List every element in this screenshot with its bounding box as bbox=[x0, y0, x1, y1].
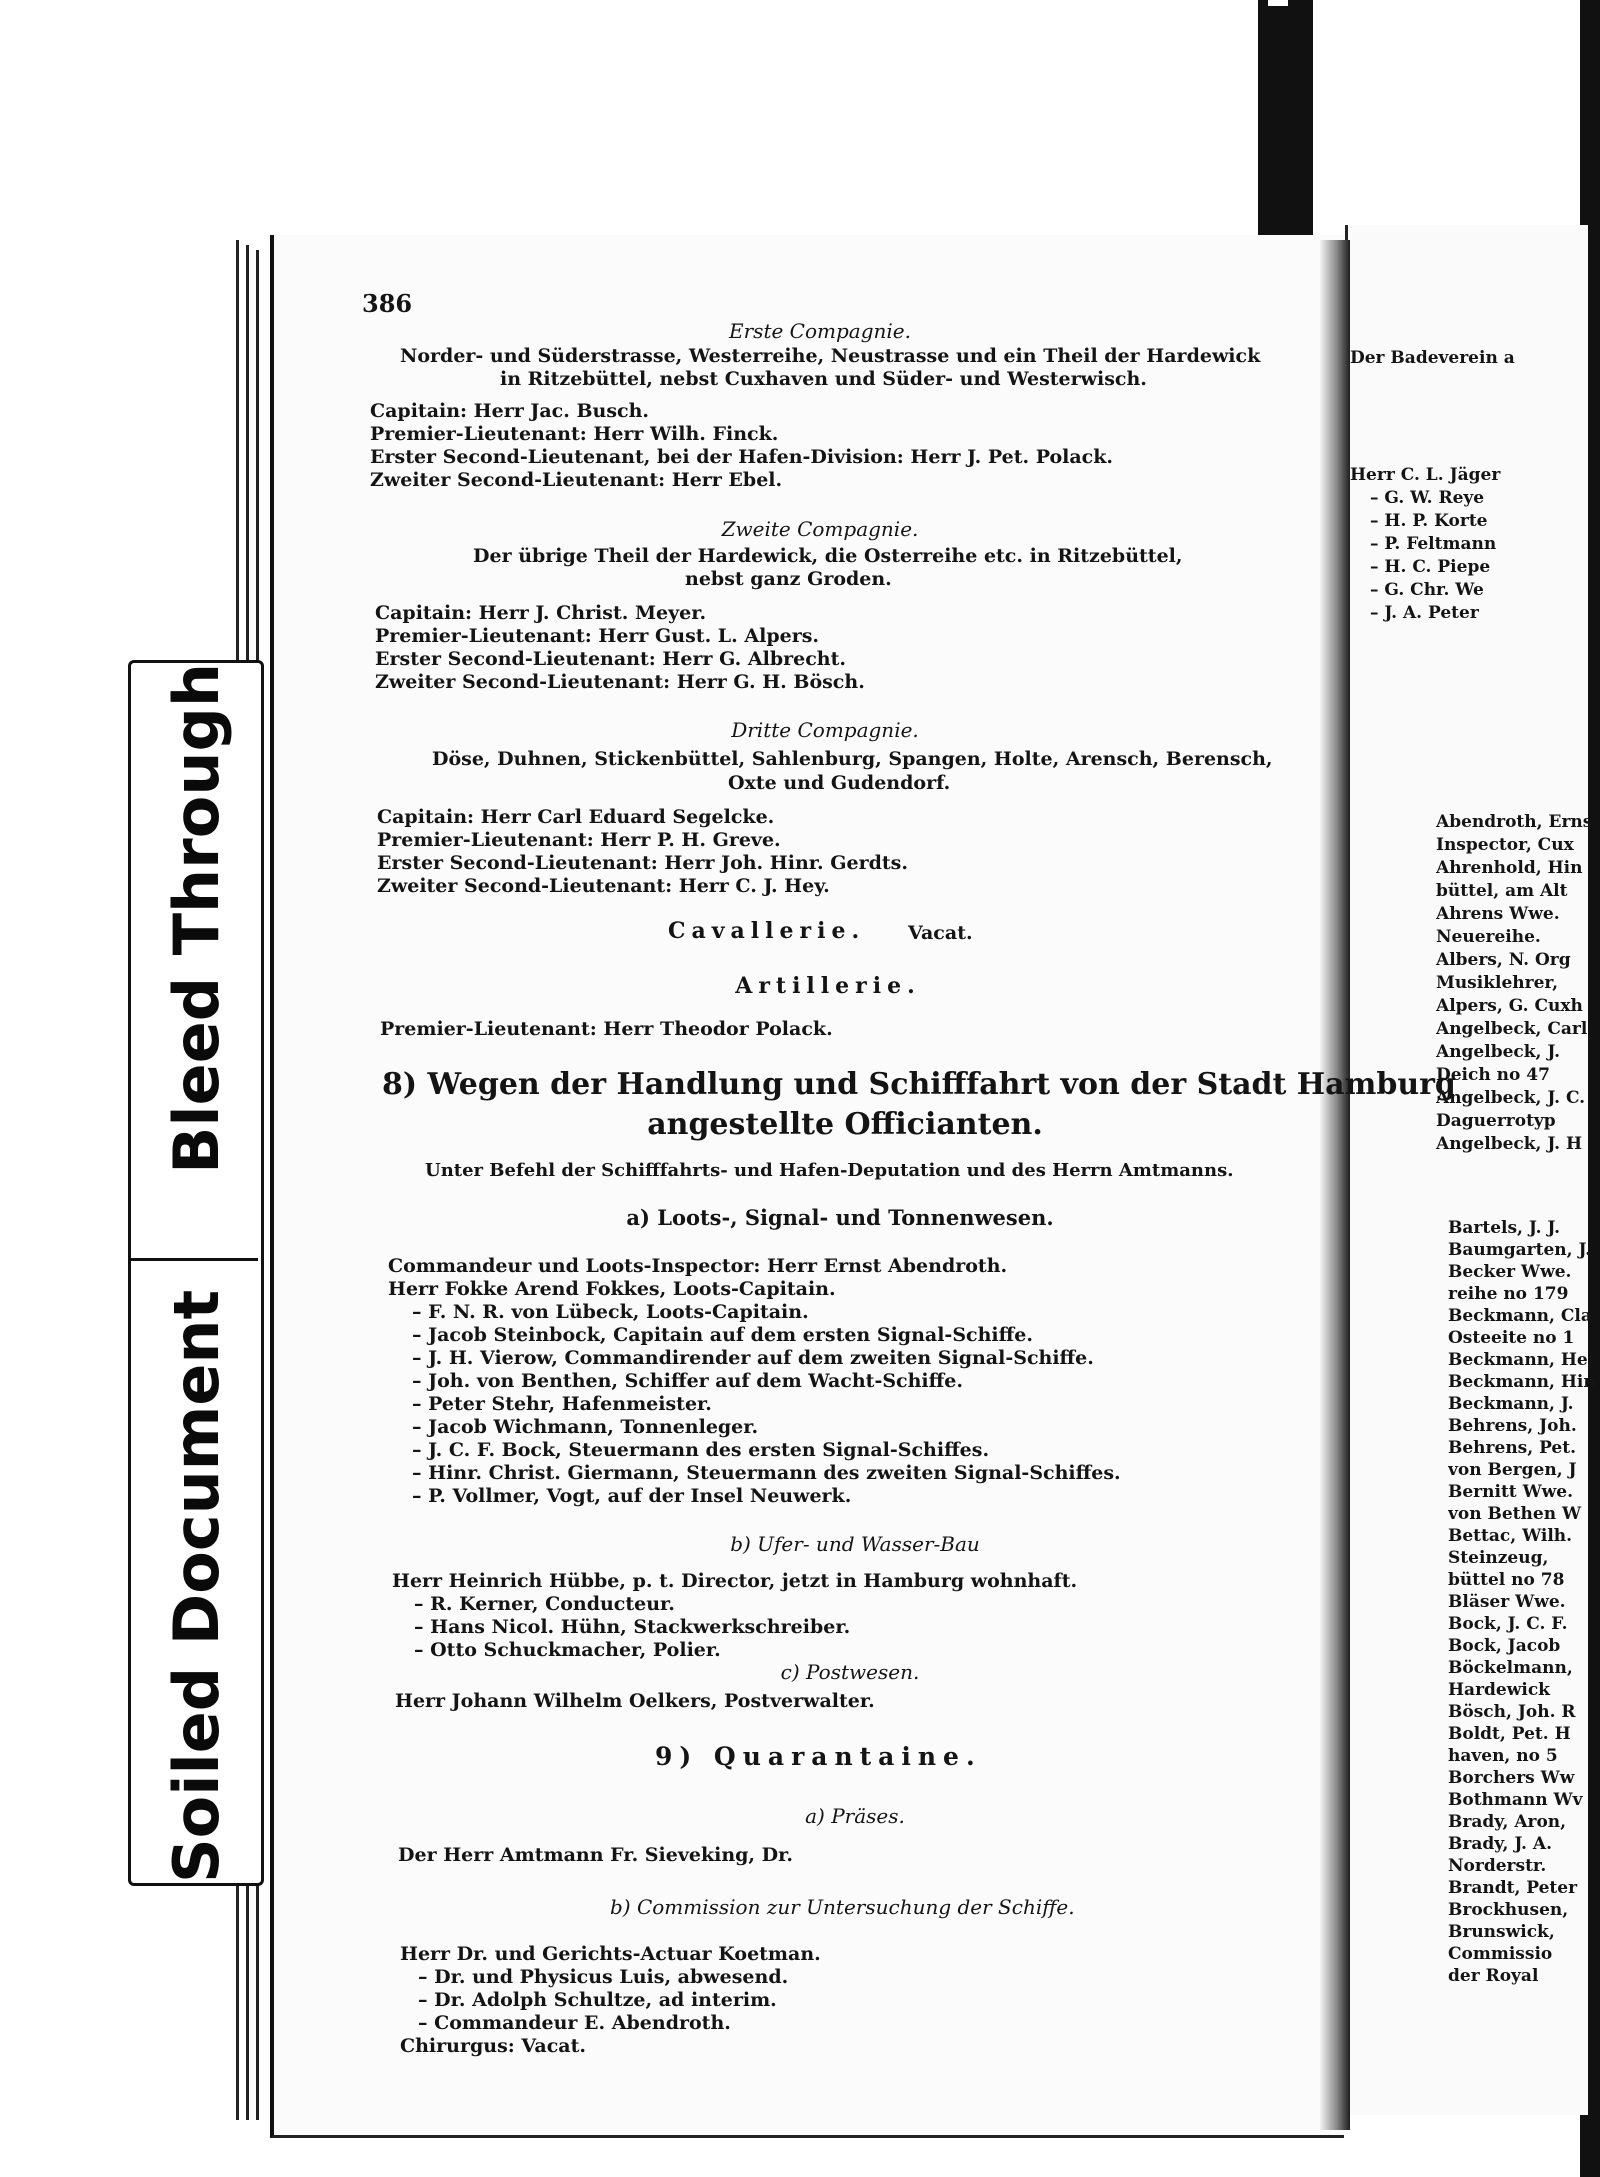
book-spine bbox=[1320, 240, 1350, 2130]
right-line: Deich no 47 bbox=[1436, 1065, 1550, 1085]
text-line: – Joh. von Benthen, Schiffer auf dem Wacht-Schiffe. bbox=[412, 1370, 963, 1392]
right-line: Hardewick bbox=[1448, 1680, 1550, 1700]
right-line: Böckelmann, bbox=[1448, 1658, 1573, 1678]
scan-binder-clip bbox=[1258, 0, 1313, 270]
text-line: Zweiter Second-Lieutenant: Herr Ebel. bbox=[370, 469, 783, 491]
quality-banner bbox=[128, 660, 264, 1886]
right-line: Baumgarten, J. bbox=[1448, 1240, 1592, 1260]
text-line: Premier-Lieutenant: Herr Theodor Polack. bbox=[380, 1018, 833, 1040]
right-line: büttel, am Alt bbox=[1436, 881, 1568, 901]
right-line: reihe no 179 bbox=[1448, 1284, 1569, 1304]
section-heading: Dritte Compagnie. bbox=[731, 718, 919, 742]
text-line: Zweiter Second-Lieutenant: Herr C. J. Hey. bbox=[377, 875, 830, 897]
text-line: – Hinr. Christ. Giermann, Steuermann des zweiten Signal-Schiffes. bbox=[412, 1462, 1121, 1484]
right-page-header: Der Badeverein a bbox=[1350, 348, 1515, 368]
text-line: – Dr. und Physicus Luis, abwesend. bbox=[418, 1966, 789, 1988]
right-line: Borchers Ww bbox=[1448, 1768, 1575, 1788]
text-line: – Dr. Adolph Schultze, ad interim. bbox=[418, 1989, 777, 2011]
text-line: Premier-Lieutenant: Herr Wilh. Finck. bbox=[370, 423, 779, 445]
text-line: Commandeur und Loots-Inspector: Herr Ernst Abendroth. bbox=[388, 1255, 1008, 1277]
scan-clip-highlight bbox=[1268, 0, 1288, 6]
text-line: Herr Fokke Arend Fokkes, Loots-Capitain. bbox=[388, 1278, 836, 1300]
right-line: Beckmann, J. bbox=[1448, 1394, 1574, 1414]
section-heading: Zweite Compagnie. bbox=[721, 517, 919, 541]
right-line: Ahrens Wwe. bbox=[1436, 904, 1560, 924]
text-line: Oxte und Gudendorf. bbox=[728, 772, 951, 794]
right-line: haven, no 5 bbox=[1448, 1746, 1558, 1766]
artillerie-heading: Artillerie. bbox=[735, 973, 921, 999]
right-line: Beckmann, Cla bbox=[1448, 1306, 1592, 1326]
right-line: Ahrenhold, Hin bbox=[1436, 858, 1583, 878]
right-line: Alpers, G. Cuxh bbox=[1436, 996, 1583, 1016]
right-line: Bock, Jacob bbox=[1448, 1636, 1561, 1656]
text-line: Erster Second-Lieutenant, bei der Hafen-Division: Herr J. Pet. Polack. bbox=[370, 446, 1114, 468]
right-line: – H. C. Piepe bbox=[1370, 557, 1491, 577]
right-line: Commissio bbox=[1448, 1944, 1553, 1964]
text-line: Capitain: Herr J. Christ. Meyer. bbox=[375, 602, 707, 624]
right-line: – J. A. Peter bbox=[1370, 603, 1479, 623]
soiled-document-label: Soiled Document bbox=[159, 1289, 233, 1883]
text-line: – Otto Schuckmacher, Polier. bbox=[414, 1639, 721, 1661]
right-line: Bernitt Wwe. bbox=[1448, 1482, 1574, 1502]
section-title: 8) Wegen der Handlung und Schifffahrt von der Stadt Hamburg bbox=[382, 1067, 1456, 1102]
right-line: Angelbeck, Carl bbox=[1436, 1019, 1588, 1039]
right-line: Abendroth, Erns bbox=[1436, 812, 1593, 832]
right-line: – G. W. Reye bbox=[1370, 488, 1485, 508]
right-line: von Bethen W bbox=[1448, 1504, 1582, 1524]
text-line: – Hans Nicol. Hühn, Stackwerkschreiber. bbox=[414, 1616, 851, 1638]
section-title: angestellte Officianten. bbox=[647, 1107, 1043, 1142]
text-line: Herr Johann Wilhelm Oelkers, Postverwalter. bbox=[395, 1690, 875, 1712]
right-line: Osteeite no 1 bbox=[1448, 1328, 1575, 1348]
text-line: Premier-Lieutenant: Herr Gust. L. Alpers. bbox=[375, 625, 820, 647]
text-line: – F. N. R. von Lübeck, Loots-Capitain. bbox=[412, 1301, 809, 1323]
right-line: Albers, N. Org bbox=[1436, 950, 1571, 970]
text-line: Zweiter Second-Lieutenant: Herr G. H. Bösch. bbox=[375, 671, 865, 693]
text-line: – R. Kerner, Conducteur. bbox=[414, 1593, 675, 1615]
right-line: Musiklehrer, bbox=[1436, 973, 1559, 993]
text-line: – Commandeur E. Abendroth. bbox=[418, 2012, 731, 2034]
right-line: Herr C. L. Jäger bbox=[1350, 465, 1501, 485]
section-heading: Erste Compagnie. bbox=[729, 319, 911, 343]
right-line: Brady, Aron, bbox=[1448, 1812, 1567, 1832]
right-line: Beckmann, Hin bbox=[1448, 1372, 1596, 1392]
text-line: Norder- und Süderstrasse, Westerreihe, Neustrasse und ein Theil der Hardewick bbox=[400, 345, 1261, 367]
text-line: Capitain: Herr Jac. Busch. bbox=[370, 400, 650, 422]
right-line: Norderstr. bbox=[1448, 1856, 1547, 1876]
subsection-heading: b) Commission zur Untersuchung der Schiffe. bbox=[610, 1895, 1075, 1919]
quarantaine-title: 9) Quarantaine. bbox=[655, 1742, 982, 1771]
subsection-heading: a) Loots-, Signal- und Tonnenwesen. bbox=[626, 1205, 1054, 1230]
right-line: Angelbeck, J. H bbox=[1436, 1134, 1583, 1154]
right-line: Bothmann Wv bbox=[1448, 1790, 1583, 1810]
right-line: Bettac, Wilh. bbox=[1448, 1526, 1573, 1546]
right-line: Angelbeck, J. bbox=[1436, 1042, 1561, 1062]
right-line: Steinzeug, bbox=[1448, 1548, 1549, 1568]
text-line: Chirurgus: Vacat. bbox=[400, 2035, 586, 2057]
right-line: Inspector, Cux bbox=[1436, 835, 1574, 855]
right-line: Daguerrotyp bbox=[1436, 1111, 1556, 1131]
page-number: 386 bbox=[362, 289, 413, 318]
text-line: Der Herr Amtmann Fr. Sieveking, Dr. bbox=[398, 1844, 794, 1866]
right-line: Behrens, Joh. bbox=[1448, 1416, 1577, 1436]
text-line: in Ritzebüttel, nebst Cuxhaven und Süder- und Westerwisch. bbox=[500, 368, 1147, 390]
text-line: – P. Vollmer, Vogt, auf der Insel Neuwerk. bbox=[412, 1485, 852, 1507]
text-line: Erster Second-Lieutenant: Herr G. Albrecht. bbox=[375, 648, 846, 670]
right-line: Bock, J. C. F. bbox=[1448, 1614, 1568, 1634]
text-line: – Jacob Wichmann, Tonnenleger. bbox=[412, 1416, 759, 1438]
text-line: Premier-Lieutenant: Herr P. H. Greve. bbox=[377, 829, 781, 851]
text-line: – J. H. Vierow, Commandirender auf dem zweiten Signal-Schiffe. bbox=[412, 1347, 1094, 1369]
right-line: Behrens, Pet. bbox=[1448, 1438, 1576, 1458]
subsection-heading: b) Ufer- und Wasser-Bau bbox=[730, 1532, 980, 1556]
text-line: Der übrige Theil der Hardewick, die Osterreihe etc. in Ritzebüttel, bbox=[473, 545, 1183, 567]
right-line: Bläser Wwe. bbox=[1448, 1592, 1566, 1612]
right-line: Boldt, Pet. H bbox=[1448, 1724, 1571, 1744]
section-subtitle: Unter Befehl der Schifffahrts- und Hafen-Deputation und des Herrn Amtmanns. bbox=[425, 1160, 1234, 1181]
subsection-heading: c) Postwesen. bbox=[780, 1660, 920, 1684]
right-line: büttel no 78 bbox=[1448, 1570, 1565, 1590]
subsection-heading: a) Präses. bbox=[805, 1804, 905, 1828]
right-line: Brunswick, bbox=[1448, 1922, 1555, 1942]
bleed-through-label: Bleed Through bbox=[159, 663, 233, 1174]
text-line: Herr Heinrich Hübbe, p. t. Director, jetzt in Hamburg wohnhaft. bbox=[392, 1570, 1078, 1592]
right-line: der Royal bbox=[1448, 1966, 1539, 1986]
right-line: – P. Feltmann bbox=[1370, 534, 1497, 554]
right-line: Neuereihe. bbox=[1436, 927, 1541, 947]
cavallerie-vacat: Vacat. bbox=[908, 922, 973, 944]
right-line: Beckmann, Hei bbox=[1448, 1350, 1595, 1370]
right-line: – G. Chr. We bbox=[1370, 580, 1484, 600]
right-line: Brady, J. A. bbox=[1448, 1834, 1552, 1854]
right-line: Becker Wwe. bbox=[1448, 1262, 1572, 1282]
banner-text bbox=[131, 663, 261, 1883]
right-line: Bösch, Joh. R bbox=[1448, 1702, 1576, 1722]
text-line: – Jacob Steinbock, Capitain auf dem ersten Signal-Schiffe. bbox=[412, 1324, 1033, 1346]
right-line: Angelbeck, J. C. bbox=[1436, 1088, 1586, 1108]
text-line: Capitain: Herr Carl Eduard Segelcke. bbox=[377, 806, 775, 828]
text-line: Herr Dr. und Gerichts-Actuar Koetman. bbox=[400, 1943, 821, 1965]
right-line: Brockhusen, bbox=[1448, 1900, 1569, 1920]
text-line: – J. C. F. Bock, Steuermann des ersten Signal-Schiffes. bbox=[412, 1439, 990, 1461]
right-line: Brandt, Peter bbox=[1448, 1878, 1578, 1898]
text-line: Erster Second-Lieutenant: Herr Joh. Hinr. Gerdts. bbox=[377, 852, 908, 874]
text-line: nebst ganz Groden. bbox=[685, 568, 892, 590]
right-line: Bartels, J. J. bbox=[1448, 1218, 1561, 1238]
text-line: Döse, Duhnen, Stickenbüttel, Sahlenburg, Spangen, Holte, Arensch, Berensch, bbox=[432, 748, 1273, 770]
right-line: – H. P. Korte bbox=[1370, 511, 1488, 531]
cavallerie-heading: Cavallerie. bbox=[668, 918, 866, 944]
right-line: von Bergen, J bbox=[1448, 1460, 1577, 1480]
text-line: – Peter Stehr, Hafenmeister. bbox=[412, 1393, 712, 1415]
